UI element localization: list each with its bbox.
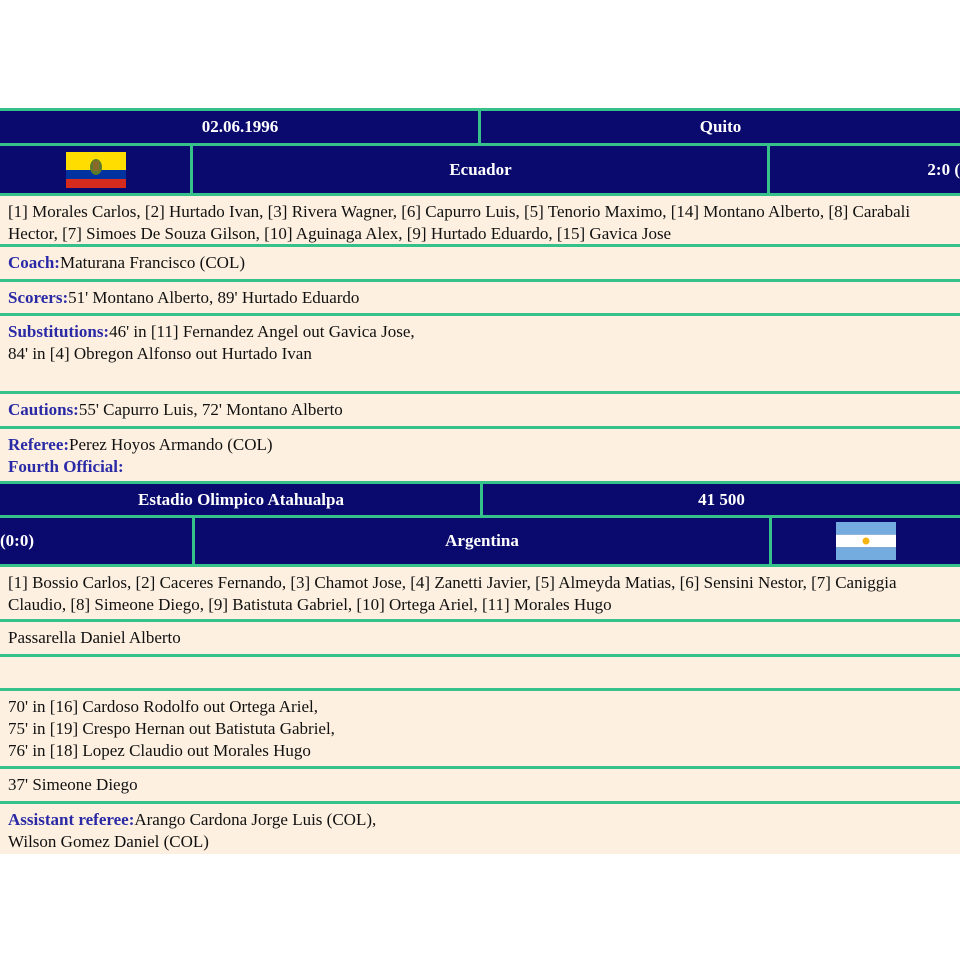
- attendance: 41 500: [698, 489, 745, 509]
- home-sub-1: 46' in [11] Fernandez Angel out Gavica Jose,: [109, 322, 415, 341]
- home-subs-row: [0, 316, 960, 391]
- cautions-label: Cautions:: [8, 400, 79, 419]
- substitutions-label: Substitutions:: [8, 322, 110, 341]
- referee-row: [0, 429, 960, 481]
- home-flag-cell: [0, 146, 192, 193]
- home-team-header: [0, 146, 960, 193]
- away-sub-3: 76' in [18] Lopez Claudio out Morales Hugo: [8, 741, 311, 760]
- stadium-name: Estadio Olimpico Atahualpa: [138, 489, 344, 509]
- venue-header: [0, 484, 960, 515]
- away-coach: Passarella Daniel Alberto: [0, 622, 960, 654]
- score-left: 2:0 (: [927, 159, 960, 179]
- fourth-official-label: Fourth Official:: [8, 457, 124, 476]
- assistant-referee-1: Arango Cardona Jorge Luis (COL),: [134, 810, 377, 829]
- home-sub-2: 84' in [4] Obregon Alfonso out Hurtado Ivan: [8, 344, 312, 363]
- score-right: (0:0): [0, 531, 34, 550]
- home-lineup: [1] Morales Carlos, [2] Hurtado Ivan, [3] Rivera Wagner, [6] Capurro Luis, [5] Tenorio Maximo, [14] Montano Alberto, [8] Carabali Hector, [7] Simoes De Souza Gilson, [10] Aguinaga Alex, [9] Hurtado Eduardo, [15] Gavica Jose: [0, 196, 960, 244]
- home-team-name: Ecuador: [449, 159, 512, 179]
- home-coach-row: [0, 247, 960, 279]
- assistant-referee-row: [0, 804, 960, 854]
- assistant-referee-label: Assistant referee:: [8, 810, 135, 829]
- away-flag-cell: [772, 518, 960, 564]
- match-city: Quito: [699, 117, 742, 136]
- match-info-header: [0, 111, 960, 143]
- referee-name: Perez Hoyos Armando (COL): [69, 435, 273, 454]
- match-report-table: [0, 108, 960, 854]
- match-date: 02.06.1996: [201, 117, 279, 136]
- coach-label: Coach:: [8, 253, 60, 272]
- away-sub-2: 75' in [19] Crespo Hernan out Batistuta Gabriel,: [8, 719, 335, 738]
- away-lineup: [1] Bossio Carlos, [2] Caceres Fernando, [3] Chamot Jose, [4] Zanetti Javier, [5] Almeyda Matias, [6] Sensini Nestor, [7] Caniggia Claudio, [8] Simeone Diego, [9] Batistuta Gabriel, [10] Ortega Ariel, [11] Morales Hugo: [0, 567, 960, 619]
- home-coach: Maturana Francisco (COL): [59, 253, 246, 272]
- argentina-flag-icon: [836, 522, 896, 560]
- away-subs-row: [0, 691, 960, 766]
- away-team-header: [0, 518, 960, 564]
- home-cautions-row: [0, 394, 960, 426]
- away-sub-1: 70' in [16] Cardoso Rodolfo out Ortega Ariel,: [8, 697, 318, 716]
- home-scorers: 51' Montano Alberto, 89' Hurtado Eduardo: [68, 288, 360, 307]
- away-scorers: [0, 657, 960, 688]
- ecuador-flag-icon: [66, 152, 126, 188]
- scorers-label: Scorers:: [8, 288, 69, 307]
- assistant-referee-2: Wilson Gomez Daniel (COL): [8, 832, 209, 851]
- referee-label: Referee:: [8, 435, 70, 454]
- home-cautions: 55' Capurro Luis, 72' Montano Alberto: [78, 400, 343, 419]
- away-cautions: 37' Simeone Diego: [0, 769, 960, 801]
- away-team-name: Argentina: [445, 531, 519, 550]
- home-scorers-row: [0, 282, 960, 313]
